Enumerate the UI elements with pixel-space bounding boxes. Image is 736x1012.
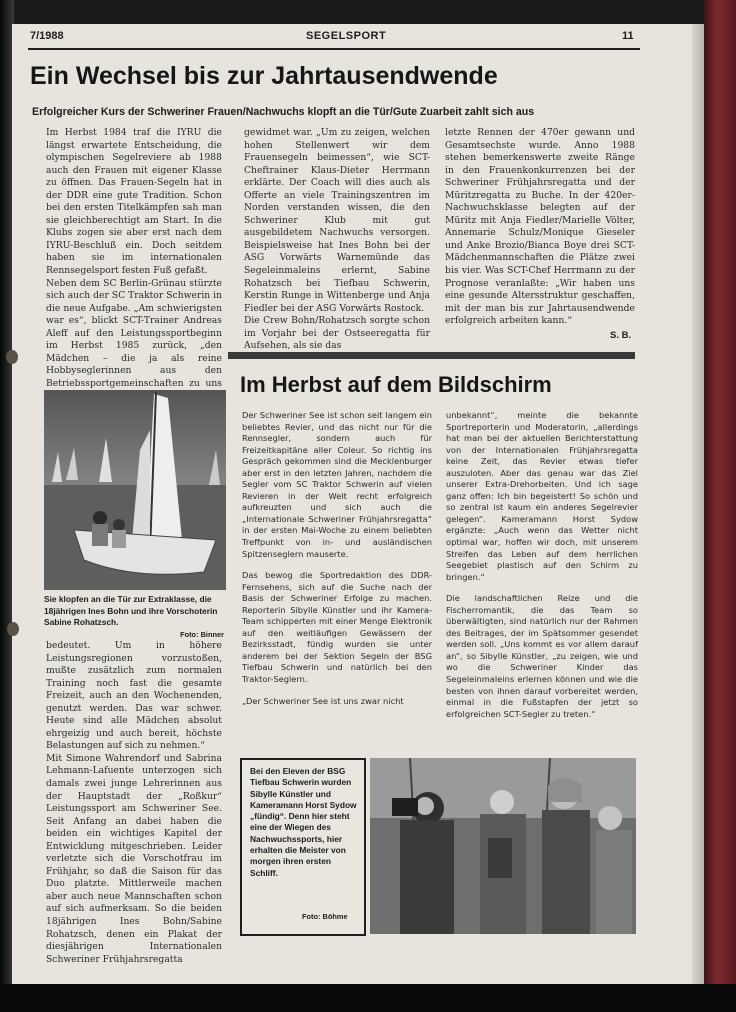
tv-crew-photo — [370, 758, 636, 934]
article-subtitle: Erfolgreicher Kurs der Schweriner Frauen/Nachwuchs klopft an die Tür/Gute Zuarbeit zahlt sich aus — [32, 106, 535, 118]
paragraph: „Der Schweriner See ist uns zwar nicht — [242, 695, 404, 706]
page-edge — [692, 24, 704, 984]
paragraph: bedeutet. Um in höhere Leistungsregionen vorzustoßen, mußte zusätzlich zum normalen Training noch fast die gesamte Freizeit, auch an den Wochenenden, genutzt werden. Das war schwer. Heute sind alle Mädchen absolut ehrgeizig und auch bereit, höchste Belastungen auf sich zu nehmen.“ — [46, 640, 222, 752]
caption-text: Sie klopfen an die Tür zur Extraklasse, die 18jährigen Ines Bohn und ihre Vorschoterin Sabine Rohatzsch. — [44, 594, 218, 627]
paragraph: Der Schweriner See ist schon seit langem ein beliebtes Revier, und das nicht nur für die Rennsegler, sondern auch für Freizeitkapitäne aller Coleur. So richtig ins Gespräch gekommen sind die Mecklenburger aber erst in den letzten Jahren, nachdem die Segler vom SC Traktor Schwerin auf vielen Revieren in der Welt recht erfolgreich aufkreuzten und sich auch die „Internationale Schweriner Frühjahrsregatta“ in der ersten Mai-Woche zu einem beliebten Treffpunkt von in- und ausländischen Spitzenseglern mauserte. — [242, 410, 432, 559]
issue-number: 7/1988 — [30, 30, 64, 42]
binder-hole — [7, 622, 19, 636]
scan-background — [0, 984, 736, 1012]
article-title: Ein Wechsel bis zur Jahrtausendwende — [30, 62, 498, 90]
header-rule — [28, 48, 640, 50]
sailing-photo — [44, 390, 226, 590]
article-column-2 — [244, 127, 430, 352]
paragraph: Im Herbst 1984 traf die IYRU die längst erwartete Entscheidung, die olympischen Segelreviere ab 1988 auch den Frauen mit eigener Klasse zu öffnen. Das Frauen-Segeln hat in der DDR eine gute Tradition. Schon bei den ersten Titelkämpfen sah man sie gleichberechtigt am Start. In die Klubs zogen sie aber erst nach dem IYRU-Beschluß ein. Doch seitdem haben sie im internationalen Rennsegelsport festen Fuß gefaßt. — [46, 127, 222, 277]
book-binding — [704, 0, 736, 1012]
article2-column-1 — [242, 410, 432, 740]
author-signature: S. B. — [610, 330, 632, 341]
paragraph: Mit Simone Wahrendorf und Sabrina Lehmann-Lafuente unterzogen sich damals zwei junge Lehrerinnen aus der Hauptstadt der „Roßkur“ Leistungssport am Schweriner See. Seit Anfang an dabei haben die beiden ein wichtiges Kapitel der Entwicklung mitgeschrieben. Leider verletzte sich die Vorschotfrau im Frühjahr, so daß die Saison für das Duo platzte. Mittlerweile machen aber auch neue Mannschaften schon auf sich aufmerksam. So die beiden 18jährigen Ines Bohn/Sabine Rohatzsch, denen ein Plakat der diesjährigen Internationalen Schweriner Frühjahrsregatta — [46, 752, 222, 965]
paragraph: gewidmet war. „Um zu zeigen, welchen hohen Stellenwert wir dem Frauensegeln beimessen“, wie SCT-Cheftrainer Klaus-Dieter Herrmann erklärte. Der Coach will dies auch als Offerte an viele Trainingszentren im Norden verstanden wissen, die den Schweriner Klub mit gut ausgebildetem Nachwuchs versorgen. Beispielsweise hat Ines Bohn bei der ASG Vorwärts Warnemünde das Segeleinmaleins erlernt, Sabine Rohatzsch bei Tiefbau Schwerin, Kerstin Runge in Wittenberge und Anja Fiedler bei der ASG Vorwärts Rostock. — [244, 127, 430, 314]
photo-credit: Foto: Binner — [180, 629, 224, 639]
paragraph: Neben dem SC Berlin-Grünau stürzte sich auch der SC Traktor Schwerin in die neue Aufgabe. „Am schwierigsten war es“, blickt SCT-Trainer Andreas Aleff auf den Leistungssportbeginn im Herbst 1985 zurück, „den Mädchen – die ja als reine Hobbyseglerinnen aus den Betriebssportgemeinschaften zu uns — [46, 277, 222, 389]
photo-caption — [44, 594, 224, 640]
paragraph: Das bewog die Sportredaktion des DDR-Fernsehens, sich auf die Suche nach der Basis der Schweriner Erfolge zu machen. Reporterin Sibylle Künstler und ihr Kamera-Team schipperten mit einer Menge Elektronik auf den weitläufigen Gewässern der Bezirksstadt, fündig wurden sie unter anderem bei der Sektion Segeln der BSG Tiefbau Schwerin und natürlich bei den Traktor-Seglern. — [242, 570, 432, 685]
article-title-2: Im Herbst auf dem Bildschirm — [240, 372, 552, 397]
page-number: 11 — [622, 30, 634, 42]
article-column-1-top — [46, 127, 222, 387]
article2-column-2 — [446, 410, 638, 745]
paragraph: Die Crew Bohn/Rohatzsch sorgte schon im Vorjahr bei der Ostseeregatta für Aufsehen, als sie das — [244, 315, 430, 352]
article-column-3 — [445, 127, 635, 327]
paragraph: unbekannt“, meinte die bekannte Sportreporterin und Moderatorin, „allerdings hat man bei der aktuellen Berichterstattung von der Internationalen Frühjahrsregatta keine Zeit, das Revier etwas tiefer auszuloten. Aber das genau war das Ziel unserer Extra-Drehorbeiten. Und ich sage ganz offen: Ich bin begeistert! So schön und so zentral ist kaum ein anderes Segelrevier gelegen“. Kameramann Horst Sydow ergänzte: „Auch wenn das Wetter nicht optimal war, hoffen wir doch, mit unserem Streifen das Leben auf dem herrlichen Seegebiet plastisch auf den Schirm zu bringen.“ — [446, 410, 638, 582]
section-divider — [228, 352, 635, 359]
tv-crew-illustration — [370, 758, 636, 934]
caption-text: Bei den Eleven der BSG Tiefbau Schwerin wurden Sibylle Künstler und Kameramann Horst Sydow „fündig“. Denn hier steht eine der Wiegen des Nachwuchssports, hier erhalten die Meister von morgen ihren ersten Schliff. — [250, 766, 357, 878]
paragraph: Die landschaftlichen Reize und die Fischerromantik, die das Team so überwältigten, sind natürlich nur der Rahmen des Beitrages, der im Spätsommer gesendet werden soll. „Uns kommt es vor allem darauf an“, so Sibylle Künstler, „zu zeigen, wie und wo die Schweriner Kinder das Segeleinmaleins erlernen können und wie die besten von ihnen darauf vorbereitet werden, einmal in die Fußstapfen der jetzt so erfolgreichen SCT-Segler zu treten.“ — [446, 593, 638, 719]
photo-credit: Foto: Böhme — [302, 912, 348, 921]
paragraph: letzte Rennen der 470er gewann und Gesamtsechste wurde. Anno 1988 stehen bemerkenswerte zweite Ränge in den Frauenkonkurrenzen bei der Schweriner Frühjahrsregatta und der Müritzregatta zu Buche. In der 420er-Nachwuchsklasse belegten auf der Müritz mit Anja Fiedler/Marielle Völter, Annemarie Schulz/Monique Gieseler und Anke Brozio/Bianca Boye drei SCT-Mädchenmannschaften die Plätze zwei bis vier. Was SCT-Chef Herrmann zu der Prognose veranlaßte: „Wir haben uns eine gesunde Altersstruktur geschaffen, mit der man bis zur Jahrtausendwende erfolgreich arbeiten kann.“ — [445, 127, 635, 327]
sailboat-illustration — [44, 390, 226, 590]
article-column-1-bottom — [46, 640, 222, 965]
binder-hole — [6, 350, 18, 364]
photo-caption-box — [240, 758, 366, 936]
magazine-name: SEGELSPORT — [306, 30, 387, 42]
